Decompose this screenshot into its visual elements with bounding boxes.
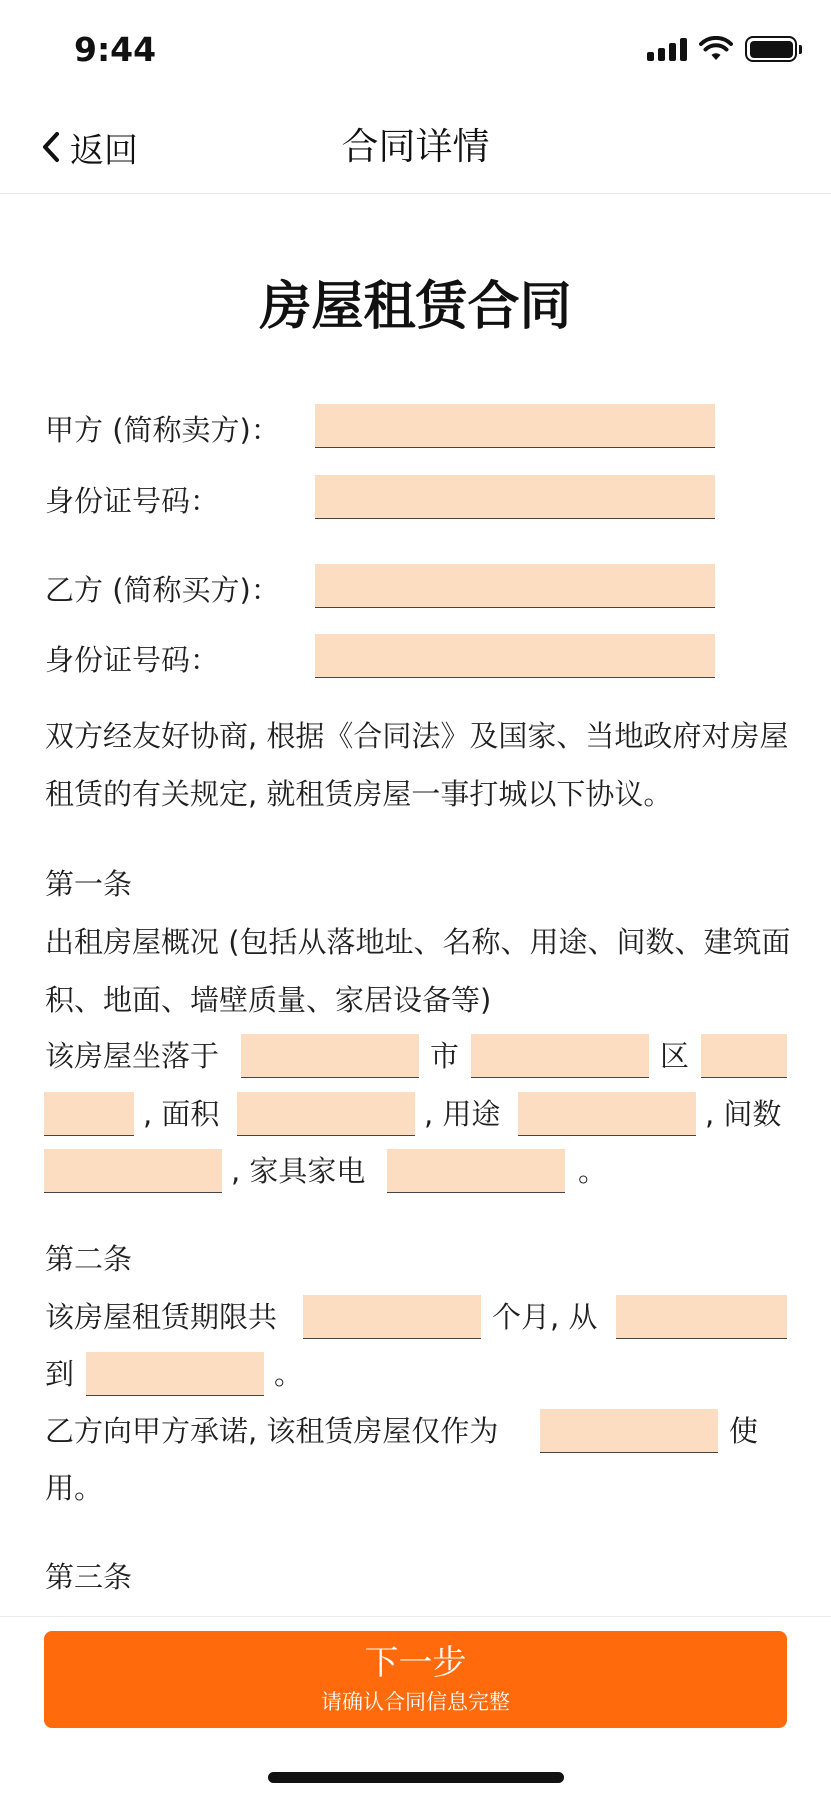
next-step-button[interactable] <box>44 1631 787 1728</box>
term-prefix-label: 该房屋租赁期限共 <box>45 1300 278 1334</box>
party-b-id-label: 身份证号码： <box>45 643 220 677</box>
party-a-id-input[interactable] <box>315 475 715 519</box>
back-label: 返回 <box>70 130 138 171</box>
page-title: 合同详情 <box>341 125 490 168</box>
article-2-period: 。 <box>274 1357 304 1391</box>
address-input[interactable] <box>241 1034 419 1078</box>
usage-input[interactable] <box>518 1092 696 1136</box>
use-label-1: 使 <box>729 1414 759 1448</box>
area-input[interactable] <box>237 1092 415 1136</box>
status-time: 9:44 <box>74 30 157 69</box>
area-label: , 面积 <box>143 1097 220 1131</box>
party-a-input[interactable] <box>315 404 715 448</box>
city-input[interactable] <box>471 1034 649 1078</box>
cellular-signal-icon <box>647 37 687 61</box>
home-indicator[interactable] <box>268 1772 564 1783</box>
party-b-id-input[interactable] <box>315 634 715 678</box>
city-label: 市 <box>430 1039 460 1073</box>
district-input-continued[interactable] <box>44 1092 134 1136</box>
located-at-label: 该房屋坐落于 <box>45 1039 220 1073</box>
status-bar <box>0 0 831 100</box>
term-months-label: 个月, 从 <box>492 1300 598 1334</box>
usage-label: , 用途 <box>424 1097 501 1131</box>
furniture-input[interactable] <box>387 1149 565 1193</box>
use-purpose-input[interactable] <box>540 1409 718 1453</box>
next-step-hint: 请确认合同信息完整 <box>321 1690 510 1714</box>
promise-label: 乙方向甲方承诺, 该租赁房屋仅作为 <box>45 1414 499 1448</box>
start-date-input[interactable] <box>616 1295 787 1339</box>
battery-icon <box>745 36 797 62</box>
party-b-label: 乙方 (简称买方)： <box>45 573 280 607</box>
next-step-label: 下一步 <box>364 1643 467 1683</box>
party-a-label: 甲方 (简称卖方)： <box>45 413 280 447</box>
article-3-heading: 第三条 <box>45 1560 133 1594</box>
use-label-2: 用。 <box>45 1471 104 1505</box>
rooms-input[interactable] <box>44 1149 222 1193</box>
district-input[interactable] <box>701 1034 787 1078</box>
article-2-heading: 第二条 <box>45 1242 133 1276</box>
to-label: 到 <box>45 1357 75 1391</box>
bottom-bar <box>0 1616 831 1798</box>
article-1-period: 。 <box>578 1154 608 1188</box>
article-1-description: 出租房屋概况 (包括从落地址、名称、用途、间数、建筑面积、地面、墙壁质量、家居设备等) <box>45 925 791 1017</box>
intro-paragraph: 双方经友好协商, 根据《合同法》及国家、当地政府对房屋租赁的有关规定, 就租赁房屋一事打城以下协议。 <box>45 719 789 811</box>
rooms-label: , 间数 <box>705 1097 782 1131</box>
status-icons <box>647 36 797 62</box>
end-date-input[interactable] <box>86 1352 264 1396</box>
party-b-input[interactable] <box>315 564 715 608</box>
term-months-input[interactable] <box>303 1295 481 1339</box>
wifi-icon <box>699 36 733 62</box>
contract-title: 房屋租赁合同 <box>259 277 572 337</box>
furniture-label: , 家具家电 <box>231 1154 366 1188</box>
party-a-id-label: 身份证号码： <box>45 484 220 518</box>
nav-bar <box>0 100 831 194</box>
article-1-heading: 第一条 <box>45 867 133 901</box>
contract-content[interactable] <box>0 194 831 1616</box>
district-label: 区 <box>660 1039 690 1073</box>
